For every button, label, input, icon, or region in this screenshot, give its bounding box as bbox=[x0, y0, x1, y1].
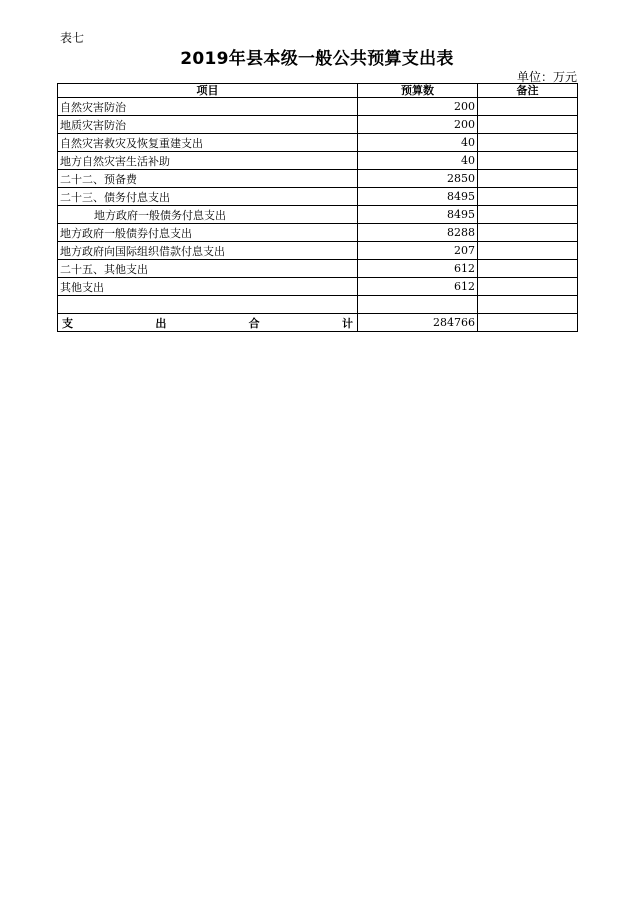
table-row bbox=[58, 206, 578, 224]
note-cell bbox=[478, 224, 578, 242]
total-label-char: 计 bbox=[341, 316, 353, 330]
page-title: 2019年县本级一般公共预算支出表 bbox=[180, 49, 454, 69]
table-row bbox=[58, 134, 578, 152]
item-cell: 其他支出 bbox=[58, 278, 358, 296]
item-cell bbox=[58, 296, 358, 314]
amount-cell: 207 bbox=[358, 242, 478, 260]
amount-cell: 612 bbox=[358, 278, 478, 296]
table-row bbox=[58, 152, 578, 170]
amount-cell: 40 bbox=[358, 152, 478, 170]
table-row bbox=[58, 116, 578, 134]
table-row bbox=[58, 188, 578, 206]
item-cell: 地方政府向国际组织借款付息支出 bbox=[58, 242, 358, 260]
amount-cell: 200 bbox=[358, 98, 478, 116]
note-cell bbox=[478, 170, 578, 188]
item-cell: 二十三、债务付息支出 bbox=[58, 188, 358, 206]
table-header-row bbox=[58, 84, 578, 98]
amount-cell: 200 bbox=[358, 116, 478, 134]
table-row bbox=[58, 296, 578, 314]
note-cell bbox=[478, 260, 578, 278]
note-cell bbox=[478, 152, 578, 170]
table-number-label: 表七 bbox=[60, 31, 85, 45]
table-row bbox=[58, 98, 578, 116]
item-cell: 地方自然灾害生活补助 bbox=[58, 152, 358, 170]
budget-table bbox=[57, 83, 578, 332]
column-header-amount: 预算数 bbox=[358, 84, 478, 98]
note-cell bbox=[478, 116, 578, 134]
amount-cell bbox=[358, 296, 478, 314]
column-header-note: 备注 bbox=[478, 84, 578, 98]
table-row bbox=[58, 170, 578, 188]
note-cell bbox=[478, 188, 578, 206]
total-label-char: 合 bbox=[248, 316, 260, 330]
table-row bbox=[58, 278, 578, 296]
total-label bbox=[60, 315, 355, 331]
amount-cell: 612 bbox=[358, 260, 478, 278]
table-row bbox=[58, 260, 578, 278]
note-cell bbox=[478, 134, 578, 152]
note-cell bbox=[478, 206, 578, 224]
table-row bbox=[58, 224, 578, 242]
amount-cell: 8288 bbox=[358, 224, 478, 242]
item-cell: 二十五、其他支出 bbox=[58, 260, 358, 278]
item-cell: 地方政府一般债券付息支出 bbox=[58, 224, 358, 242]
item-cell: 二十二、预备费 bbox=[58, 170, 358, 188]
note-cell bbox=[478, 242, 578, 260]
total-label-char: 支 bbox=[62, 316, 73, 330]
table-row bbox=[58, 242, 578, 260]
item-cell: 地方政府一般债务付息支出 bbox=[58, 206, 358, 224]
item-cell: 自然灾害救灾及恢复重建支出 bbox=[58, 134, 358, 152]
amount-cell: 40 bbox=[358, 134, 478, 152]
note-cell bbox=[478, 98, 578, 116]
amount-cell: 2850 bbox=[358, 170, 478, 188]
total-label-char: 出 bbox=[155, 316, 167, 330]
amount-cell: 8495 bbox=[358, 188, 478, 206]
note-cell bbox=[478, 278, 578, 296]
total-row bbox=[58, 314, 578, 332]
total-amount-cell: 284766 bbox=[358, 314, 478, 332]
item-cell: 自然灾害防治 bbox=[58, 98, 358, 116]
total-note-cell bbox=[478, 314, 578, 332]
total-label-cell bbox=[58, 314, 358, 332]
unit-label: 单位：万元 bbox=[516, 70, 577, 84]
column-header-item: 项目 bbox=[58, 84, 358, 98]
item-cell: 地质灾害防治 bbox=[58, 116, 358, 134]
note-cell bbox=[478, 296, 578, 314]
amount-cell: 8495 bbox=[358, 206, 478, 224]
